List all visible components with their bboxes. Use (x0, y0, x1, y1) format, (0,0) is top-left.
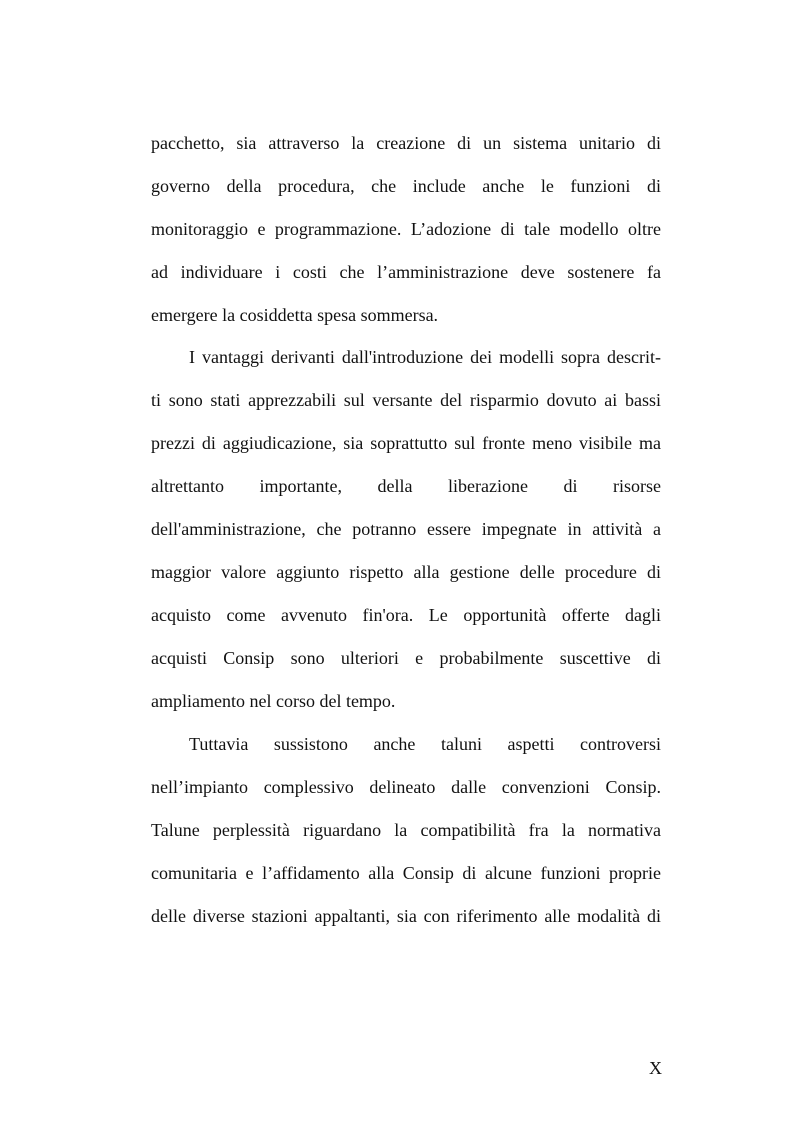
text-line: Talune perplessità riguardano la compatibilità fra la normativa (151, 820, 661, 840)
paragraph-first-line: I vantaggi derivanti dall'introduzione dei modelli sopra descrit- (189, 347, 661, 367)
text-line: prezzi di aggiudicazione, sia soprattutto sul fronte meno visibile ma (151, 433, 661, 453)
text-line: ti sono stati apprezzabili sul versante del risparmio dovuto ai bassi (151, 390, 661, 410)
text-line: pacchetto, sia attraverso la creazione di un sistema unitario di (151, 133, 661, 153)
text-line: maggior valore aggiunto rispetto alla gestione delle procedure di (151, 562, 661, 582)
text-line: comunitaria e l’affidamento alla Consip di alcune funzioni proprie (151, 863, 661, 883)
text-line: acquisti Consip sono ulteriori e probabilmente suscettive di (151, 648, 661, 668)
text-line: acquisto come avvenuto fin'ora. Le opportunità offerte dagli (151, 605, 661, 625)
page-number: X (649, 1058, 662, 1078)
text-line: ad individuare i costi che l’amministrazione deve sostenere fa (151, 262, 661, 282)
text-line: ampliamento nel corso del tempo. (151, 691, 396, 711)
text-line: dell'amministrazione, che potranno essere impegnate in attività a (151, 519, 661, 539)
paragraph-first-line: Tuttavia sussistono anche taluni aspetti controversi (189, 734, 661, 754)
text-line: altrettanto importante, della liberazione di risorse (151, 476, 661, 496)
text-line: governo della procedura, che include anche le funzioni di (151, 176, 661, 196)
text-line: nell’impianto complessivo delineato dalle convenzioni Consip. (151, 777, 661, 797)
text-line: monitoraggio e programmazione. L’adozione di tale modello oltre (151, 219, 661, 239)
text-line: delle diverse stazioni appaltanti, sia con riferimento alle modalità di (151, 906, 661, 926)
text-line: emergere la cosiddetta spesa sommersa. (151, 305, 439, 325)
